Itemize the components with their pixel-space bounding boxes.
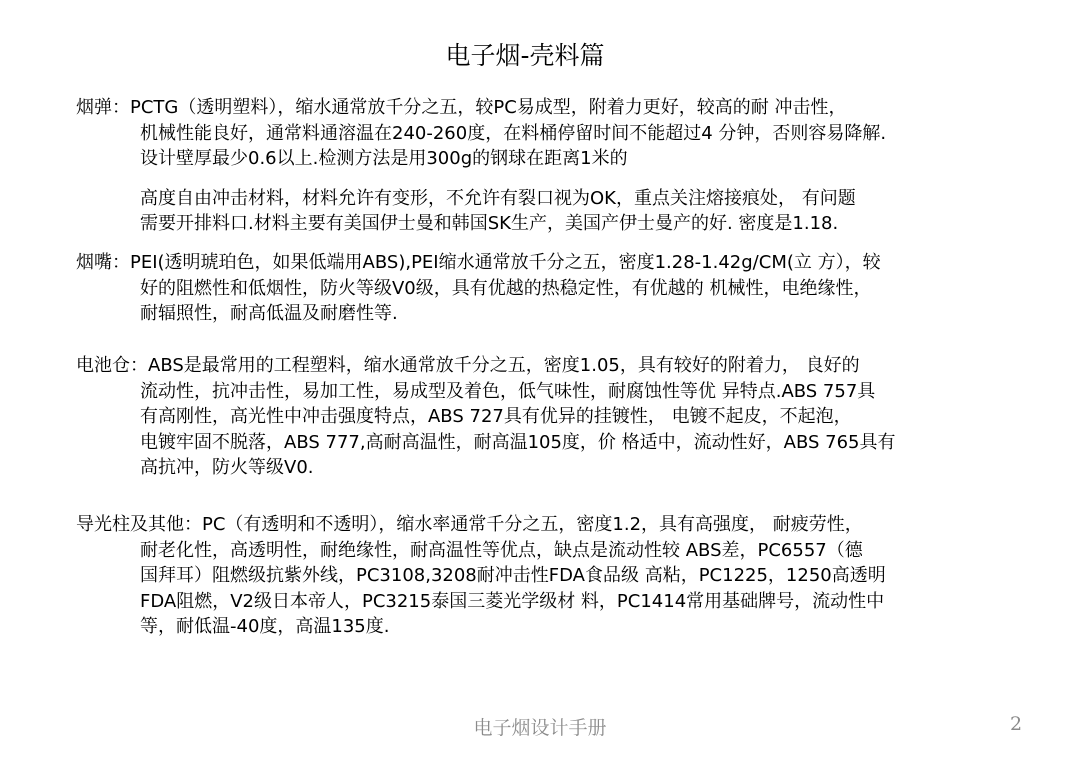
text-line: 有高刚性，高光性中冲击强度特点，ABS 727具有优异的挂镀性， 电镀不起皮，不起泡，: [140, 406, 852, 427]
section-mouthpiece: [76, 250, 1036, 327]
text-line: 电池仓：ABS是最常用的工程塑料，缩水通常放千分之五，密度1.05，具有较好的附着力， 良好的: [76, 355, 860, 376]
text-line: 设计壁厚最少0.6以上.检测方法是用300g的钢球在距离1米的: [140, 148, 628, 169]
text-line: 高度自由冲击材料，材料允许有变形，不允许有裂口视为OK，重点关注熔接痕处， 有问题: [140, 187, 856, 209]
section-cartridge: [76, 95, 1036, 237]
text-line: 流动性，抗冲击性，易加工性，易成型及着色，低气味性，耐腐蚀性等优 异特点.ABS 757具: [140, 380, 876, 402]
text-line: 烟弹：PCTG（透明塑料），缩水通常放千分之五，较PC易成型，附着力更好，较高的耐 冲击性，: [76, 97, 847, 118]
text-line: 耐辐照性，耐高低温及耐磨性等.: [140, 303, 398, 324]
text-line: 烟嘴：PEI(透明琥珀色，如果低端用ABS),PEI缩水通常放千分之五，密度1.28-1.42g/CM(立 方），较: [76, 252, 881, 273]
footer-text: 电子烟设计手册: [473, 717, 607, 739]
text-line: 好的阻燃性和低烟性，防火等级V0级，具有优越的热稳定性，有优越的 机械性，电绝缘性，: [140, 277, 872, 299]
text-line: 机械性能良好，通常料通溶温在240-260度，在料桶停留时间不能超过4 分钟，否则容易降解.: [140, 122, 887, 144]
text-line: 耐老化性，高透明性，耐绝缘性，耐高温性等优点，缺点是流动性较 ABS差，PC6557（德: [140, 539, 863, 561]
text-line: 等，耐低温-40度，高温135度.: [140, 616, 390, 637]
text-line: 高抗冲，防火等级V0.: [140, 457, 314, 478]
text-line: 需要开排料口.材料主要有美国伊士曼和韩国SK生产，美国产伊士曼产的好. 密度是1.18.: [140, 213, 839, 234]
section-battery-compartment: [76, 353, 1036, 481]
section-light-guide: [76, 512, 1036, 640]
page-title: 电子烟-壳料篇: [445, 41, 605, 70]
page-number: 2: [1010, 713, 1023, 735]
text-line: 电镀牢固不脱落，ABS 777,高耐高温性，耐高温105度，价 格适中，流动性好，ABS 765具有: [140, 431, 896, 453]
text-line: FDA阻燃，V2级日本帝人，PC3215泰国三菱光学级材 料，PC1414常用基础牌号，流动性中: [140, 590, 885, 612]
text-line: 导光柱及其他：PC（有透明和不透明），缩水率通常千分之五，密度1.2，具有高强度， 耐疲劳性，: [76, 514, 863, 535]
text-line: 国拜耳）阻燃级抗紫外线，PC3108,3208耐冲击性FDA食品级 高粘，PC1225，1250高透明: [140, 565, 886, 586]
